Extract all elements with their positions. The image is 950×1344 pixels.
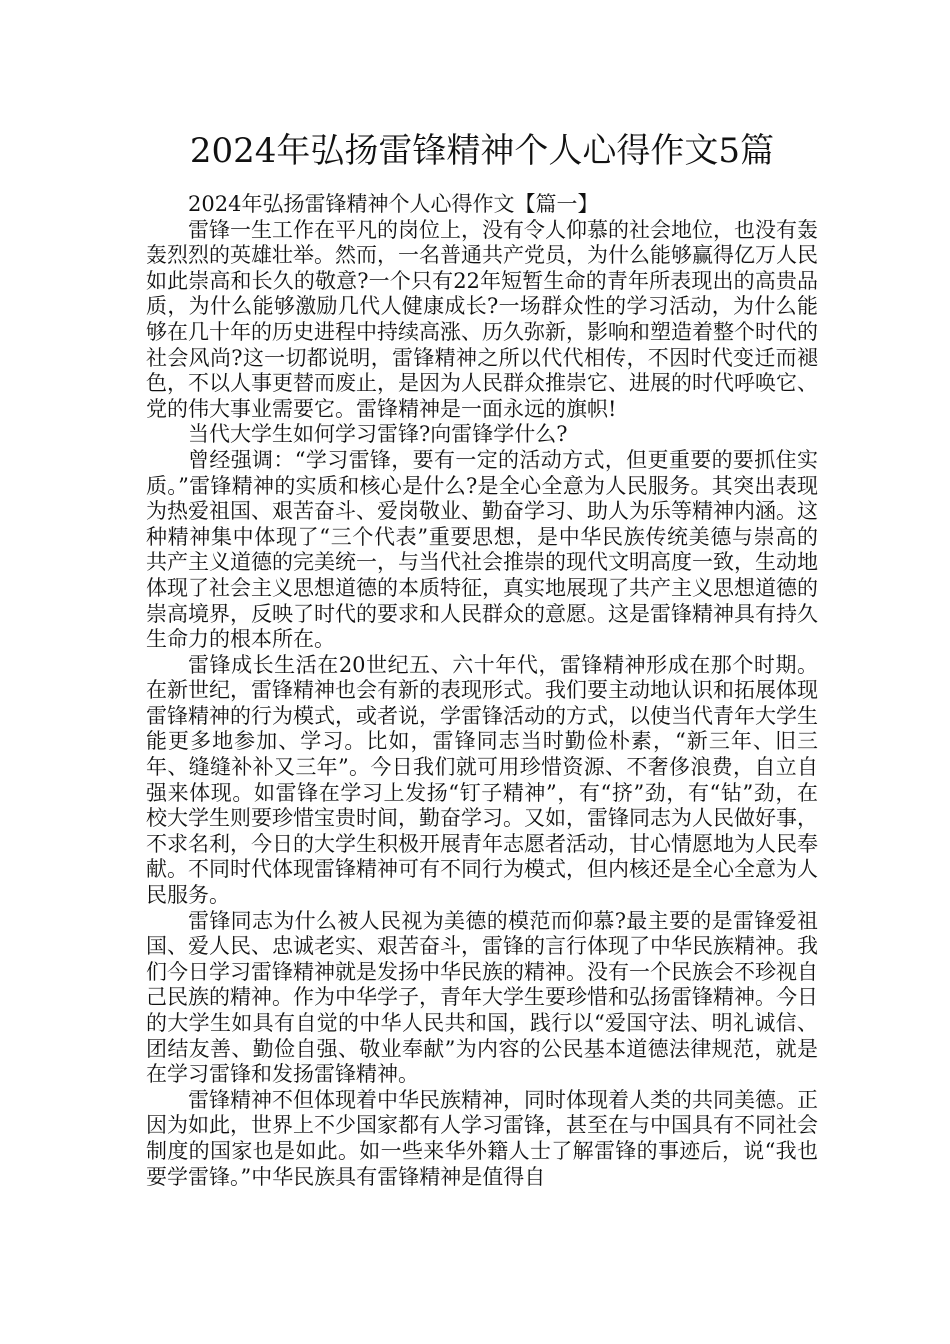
paragraph-6: 雷锋精神不但体现着中华民族精神，同时体现着人类的共同美德。正因为如此，世界上不少国家都有人学习雷锋，甚至在与中国具有不同社会制度的国家也是如此。如一些来华外籍人士了解雷锋的事迹后，说“我也要学雷锋。”中华民族具有雷锋精神是值得自 bbox=[146, 1087, 818, 1189]
paragraph-1: 雷锋一生工作在平凡的岗位上，没有令人仰慕的社会地位，也没有轰轰烈烈的英雄壮举。然而，一名普通共产党员，为什么能够赢得亿万人民如此崇高和长久的敬意?一个只有22年短暂生命的青年所表现出的高贵品质，为什么能够激励几代人健康成长?一场群众性的学习活动，为什么能够在几十年的历史进程中持续高涨、历久弥新，影响和塑造着整个时代的社会风尚?这一切都说明，雷锋精神之所以代代相传，不因时代变迁而褪色，不以人事更替而废止，是因为人民群众推崇它、进展的时代呼唤它、党的伟大事业需要它。雷锋精神是一面永远的旗帜! bbox=[146, 217, 818, 421]
document-title: 2024年弘扬雷锋精神个人心得作文5篇 bbox=[189, 131, 775, 171]
paragraph-3: 曾经强调：“学习雷锋，要有一定的活动方式，但更重要的要抓住实质。”雷锋精神的实质和核心是什么?是全心全意为人民服务。其突出表现为热爱祖国、艰苦奋斗、爱岗敬业、勤奋学习、助人为乐等精神内涵。这种精神集中体现了“三个代表”重要思想，是中华民族传统美德与崇高的共产主义道德的完美统一，与当代社会推崇的现代文明高度一致，生动地体现了社会主义思想道德的本质特征，真实地展现了共产主义思想道德的崇高境界，反映了时代的要求和人民群众的意愿。这是雷锋精神具有持久生命力的根本所在。 bbox=[146, 447, 818, 652]
document-page bbox=[146, 128, 818, 1190]
paragraph-2: 当代大学生如何学习雷锋?向雷锋学什么? bbox=[188, 422, 568, 447]
paragraph-5: 雷锋同志为什么被人民视为美德的模范而仰慕?最主要的是雷锋爱祖国、爱人民、忠诚老实、艰苦奋斗，雷锋的言行体现了中华民族精神。我们今日学习雷锋精神就是发扬中华民族的精神。没有一个民族会不珍视自己民族的精神。作为中华学子，青年大学生要珍惜和弘扬雷锋精神。今日的大学生如具有自觉的中华人民共和国，践行以“爱国守法、明礼诚信、团结友善、勤俭自强、敬业奉献”为内容的公民基本道德法律规范，就是在学习雷锋和发扬雷锋精神。 bbox=[146, 908, 818, 1087]
section-heading: 2024年弘扬雷锋精神个人心得作文【篇一】 bbox=[188, 192, 599, 216]
paragraph-4: 雷锋成长生活在20世纪五、六十年代，雷锋精神形成在那个时期。在新世纪，雷锋精神也会有新的表现形式。我们要主动地认识和拓展体现雷锋精神的行为模式，或者说，学雷锋活动的方式，以使当代青年大学生能更多地参加、学习。比如，雷锋同志当时勤俭朴素，“新三年、旧三年、缝缝补补又三年”。今日我们就可用珍惜资源、不奢侈浪费，自立自强来体现。如雷锋在学习上发扬“钉子精神”，有“挤”劲，有“钻”劲，在校大学生则要珍惜宝贵时间，勤奋学习。又如，雷锋同志为人民做好事，不求名利，今日的大学生积极开展青年志愿者活动，甘心情愿地为人民奉献。不同时代体现雷锋精神可有不同行为模式，但内核还是全心全意为人民服务。 bbox=[146, 652, 818, 908]
